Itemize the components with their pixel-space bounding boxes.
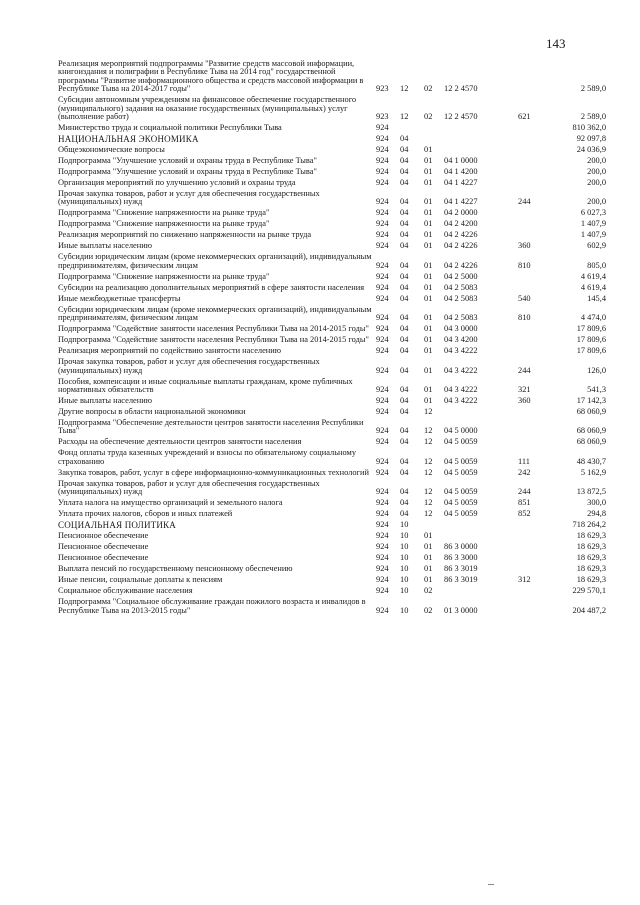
row-target-article: 04 5 0059 [444, 509, 478, 519]
row-subsection-code: 01 [424, 542, 433, 552]
table-row [58, 469, 610, 477]
table-row [58, 576, 610, 584]
row-name: Иные выплаты населению [58, 396, 152, 406]
row-subsection-code: 01 [424, 531, 433, 541]
row-target-article: 04 2 5083 [444, 282, 478, 292]
row-subsection-code: 01 [424, 385, 433, 395]
row-name: Пенсионное обеспечение [58, 542, 149, 552]
row-section-code: 04 [400, 324, 409, 334]
row-name: Подпрограмма "Содействие занятости населения Республики Тыва на 2014-2015 годы" [58, 335, 369, 345]
row-subsection-code: 12 [424, 509, 433, 519]
row-amount: 92 097,8 [576, 134, 606, 144]
row-amount: 300,0 [587, 498, 606, 508]
row-section-code: 04 [400, 509, 409, 519]
row-name: Социальное обслуживание населения [58, 586, 193, 596]
row-section-code: 04 [400, 271, 409, 281]
row-subsection-code: 01 [424, 197, 433, 207]
table-row [58, 273, 610, 281]
row-target-article: 86 3 3019 [444, 575, 478, 585]
table-row [58, 554, 610, 562]
table-row [58, 209, 610, 217]
row-section-code: 04 [400, 396, 409, 406]
table-row [58, 190, 610, 207]
row-grbs-code: 924 [376, 520, 389, 530]
row-expense-type: 852 [518, 509, 531, 519]
table-row [58, 253, 610, 270]
row-name: Подпрограмма "Улучшение условий и охраны труда в Республике Тыва" [58, 167, 317, 177]
row-target-article: 12 2 4570 [444, 112, 478, 122]
row-grbs-code: 924 [376, 178, 389, 188]
row-subsection-code: 01 [424, 230, 433, 240]
row-grbs-code: 924 [376, 167, 389, 177]
row-section-code: 10 [400, 605, 409, 615]
row-section-code: 04 [400, 230, 409, 240]
row-name: Реализация мероприятий по снижению напряженности на рынке труда [58, 230, 312, 240]
row-grbs-code: 924 [376, 531, 389, 541]
row-grbs-code: 923 [376, 112, 389, 122]
row-target-article: 04 2 4226 [444, 241, 478, 251]
row-amount: 602,9 [587, 241, 606, 251]
row-name: Уплата прочих налогов, сборов и иных платежей [58, 509, 233, 519]
row-grbs-code: 924 [376, 365, 389, 375]
row-section-code: 10 [400, 553, 409, 563]
row-expense-type: 540 [518, 293, 531, 303]
row-target-article: 04 1 4200 [444, 167, 478, 177]
row-subsection-code: 01 [424, 313, 433, 323]
row-subsection-code: 01 [424, 271, 433, 281]
table-row [58, 135, 610, 143]
row-amount: 48 430,7 [576, 456, 606, 466]
row-grbs-code: 924 [376, 219, 389, 229]
row-section-code: 04 [400, 260, 409, 270]
row-section-code: 04 [400, 498, 409, 508]
row-amount: 68 060,9 [576, 426, 606, 436]
table-row [58, 220, 610, 228]
row-target-article: 04 5 0059 [444, 498, 478, 508]
row-name: Прочая закупка товаров, работ и услуг для обеспечения государственных (муниципальных) нужд [58, 357, 320, 375]
row-grbs-code: 924 [376, 313, 389, 323]
row-subsection-code: 01 [424, 167, 433, 177]
row-subsection-code: 01 [424, 219, 433, 229]
table-row [58, 284, 610, 292]
row-amount: 200,0 [587, 178, 606, 188]
row-subsection-code: 01 [424, 346, 433, 356]
row-target-article: 04 2 5083 [444, 293, 478, 303]
row-subsection-code: 12 [424, 437, 433, 447]
row-subsection-code: 12 [424, 426, 433, 436]
row-expense-type: 360 [518, 241, 531, 251]
row-amount: 18 629,3 [576, 564, 606, 574]
row-grbs-code: 924 [376, 605, 389, 615]
row-section-code: 04 [400, 456, 409, 466]
row-grbs-code: 924 [376, 197, 389, 207]
row-subsection-code: 01 [424, 282, 433, 292]
row-amount: 17 809,6 [576, 335, 606, 345]
row-amount: 2 589,0 [580, 84, 606, 94]
row-target-article: 86 3 3019 [444, 564, 478, 574]
table-row [58, 60, 610, 94]
row-amount: 13 872,5 [576, 487, 606, 497]
row-section-code: 12 [400, 112, 409, 122]
row-grbs-code: 924 [376, 385, 389, 395]
row-grbs-code: 924 [376, 282, 389, 292]
row-subsection-code: 01 [424, 564, 433, 574]
row-section-code: 04 [400, 156, 409, 166]
row-amount: 17 809,6 [576, 324, 606, 334]
row-section-code: 12 [400, 84, 409, 94]
row-target-article: 12 2 4570 [444, 84, 478, 94]
row-amount: 810 362,0 [572, 123, 606, 133]
row-subsection-code: 01 [424, 553, 433, 563]
row-subsection-code: 01 [424, 324, 433, 334]
row-name: Министерство труда и социальной политики Республики Тыва [58, 123, 282, 133]
row-subsection-code: 01 [424, 241, 433, 251]
row-section-code: 04 [400, 437, 409, 447]
row-subsection-code: 01 [424, 156, 433, 166]
row-amount: 18 629,3 [576, 531, 606, 541]
budget-table [58, 60, 610, 618]
scan-mark [488, 884, 494, 885]
row-name: Субсидии автономным учреждениям на финансовое обеспечение государственного (муниципального) задания на оказание государственных (муниципальных) услуг (выполнение работ) [58, 95, 357, 122]
row-grbs-code: 924 [376, 553, 389, 563]
row-grbs-code: 924 [376, 487, 389, 497]
row-expense-type: 312 [518, 575, 531, 585]
row-subsection-code: 01 [424, 208, 433, 218]
table-row [58, 499, 610, 507]
row-grbs-code: 924 [376, 230, 389, 240]
row-name: Подпрограмма "Снижение напряженности на рынке труда" [58, 219, 270, 229]
row-amount: 805,0 [587, 260, 606, 270]
row-amount: 4 619,4 [580, 271, 606, 281]
row-amount: 1 407,9 [580, 230, 606, 240]
row-section-code: 04 [400, 346, 409, 356]
row-section-code: 10 [400, 586, 409, 596]
row-grbs-code: 924 [376, 346, 389, 356]
row-grbs-code: 924 [376, 293, 389, 303]
row-grbs-code: 924 [376, 241, 389, 251]
row-name: Субсидии юридическим лицам (кроме некоммерческих организаций), индивидуальным предпринимателям, физическим лицам [58, 304, 372, 323]
table-row [58, 378, 610, 395]
row-grbs-code: 924 [376, 542, 389, 552]
row-expense-type: 810 [518, 313, 531, 323]
row-target-article: 04 2 4200 [444, 219, 478, 229]
row-amount: 68 060,9 [576, 407, 606, 417]
row-target-article: 04 1 0000 [444, 156, 478, 166]
table-row [58, 598, 610, 615]
table-row [58, 480, 610, 497]
row-amount: 4 474,0 [580, 313, 606, 323]
row-expense-type: 244 [518, 197, 531, 207]
row-section-code: 04 [400, 145, 409, 155]
row-name: Расходы на обеспечение деятельности центров занятости населения [58, 437, 302, 447]
row-name: Пенсионное обеспечение [58, 553, 149, 563]
row-section-code: 04 [400, 407, 409, 417]
row-expense-type: 810 [518, 260, 531, 270]
row-grbs-code: 924 [376, 467, 389, 477]
row-name: Подпрограмма "Снижение напряженности на рынке труда" [58, 208, 270, 218]
table-row [58, 347, 610, 355]
row-subsection-code: 01 [424, 293, 433, 303]
table-row [58, 397, 610, 405]
row-grbs-code: 924 [376, 437, 389, 447]
table-row [58, 96, 610, 121]
row-amount: 541,3 [587, 385, 606, 395]
row-section-code: 04 [400, 335, 409, 345]
row-subsection-code: 01 [424, 178, 433, 188]
row-grbs-code: 924 [376, 426, 389, 436]
table-row [58, 295, 610, 303]
table-row [58, 325, 610, 333]
row-name: Выплата пенсий по государственному пенсионному обеспечению [58, 564, 293, 574]
row-name: Субсидии юридическим лицам (кроме некоммерческих организаций), индивидуальным предпринимателям, физическим лицам [58, 252, 372, 270]
row-section-code: 10 [400, 520, 409, 530]
row-target-article: 04 1 4227 [444, 197, 478, 207]
row-subsection-code: 01 [424, 575, 433, 585]
row-name: Фонд оплаты труда казенных учреждений и взносы по обязательному социальному страхованию [58, 448, 357, 466]
row-grbs-code: 924 [376, 123, 389, 133]
row-grbs-code: 924 [376, 335, 389, 345]
row-amount: 5 162,9 [580, 467, 606, 477]
row-subsection-code: 12 [424, 456, 433, 466]
table-row [58, 408, 610, 416]
row-subsection-code: 12 [424, 498, 433, 508]
row-section-code: 10 [400, 542, 409, 552]
row-section-code: 04 [400, 197, 409, 207]
row-expense-type: 111 [518, 456, 530, 466]
row-amount: 204 487,2 [572, 605, 606, 615]
table-row [58, 336, 610, 344]
row-section-code: 04 [400, 219, 409, 229]
row-name: Иные межбюджетные трансферты [58, 293, 181, 303]
row-section-code: 04 [400, 282, 409, 292]
row-expense-type: 851 [518, 498, 531, 508]
table-row [58, 306, 610, 323]
row-amount: 18 629,3 [576, 542, 606, 552]
row-section-code: 04 [400, 293, 409, 303]
row-subsection-code: 12 [424, 407, 433, 417]
row-name: Прочая закупка товаров, работ и услуг для обеспечения государственных (муниципальных) нужд [58, 478, 320, 497]
row-subsection-code: 02 [424, 84, 433, 94]
row-section-code: 04 [400, 426, 409, 436]
row-expense-type: 244 [518, 487, 531, 497]
row-name: Подпрограмма "Обеспечение деятельности центров занятости населения Республики Тыва" [58, 418, 364, 436]
row-amount: 229 570,1 [572, 586, 606, 596]
row-name: Иные пенсии, социальные доплаты к пенсиям [58, 575, 223, 585]
row-amount: 24 036,9 [576, 145, 606, 155]
row-section-code: 04 [400, 313, 409, 323]
table-row [58, 449, 610, 466]
row-name: Иные выплаты населению [58, 241, 152, 251]
row-name: Пособия, компенсации и иные социальные выплаты гражданам, кроме публичных нормативных обязательств [58, 376, 353, 395]
table-row [58, 358, 610, 375]
row-name: НАЦИОНАЛЬНАЯ ЭКОНОМИКА [58, 134, 199, 145]
row-section-code: 10 [400, 531, 409, 541]
row-subsection-code: 02 [424, 112, 433, 122]
row-subsection-code: 01 [424, 335, 433, 345]
row-name: Реализация мероприятий подпрограммы "Развитие средств массовой информации, книгоиздания и полиграфии в Республике Тыва на 2014 год" государственной программы "Развитие информационного общества и средств массовой информации в Республике Тыва на 2014-2017 годы" [58, 59, 364, 94]
row-target-article: 04 1 4227 [444, 178, 478, 188]
table-row [58, 587, 610, 595]
row-name: Закупка товаров, работ, услуг в сфере информационно-коммуникационных технологий [58, 467, 369, 477]
row-name: Организация мероприятий по улучшению условий и охраны труда [58, 178, 296, 188]
row-name: Подпрограмма "Снижение напряженности на рынке труда" [58, 271, 270, 281]
row-name: Подпрограмма "Социальное обслуживание граждан пожилого возраста и инвалидов в Республике Тыва на 2013-2015 годы" [58, 597, 366, 615]
row-grbs-code: 924 [376, 509, 389, 519]
row-grbs-code: 924 [376, 156, 389, 166]
row-expense-type: 360 [518, 396, 531, 406]
row-amount: 200,0 [587, 197, 606, 207]
row-amount: 18 629,3 [576, 553, 606, 563]
row-target-article: 04 3 4222 [444, 365, 478, 375]
row-grbs-code: 924 [376, 575, 389, 585]
row-amount: 718 264,2 [572, 520, 606, 530]
row-grbs-code: 924 [376, 271, 389, 281]
row-target-article: 04 3 0000 [444, 324, 478, 334]
row-grbs-code: 924 [376, 260, 389, 270]
row-name: Общеэкономические вопросы [58, 145, 165, 155]
row-target-article: 04 2 5000 [444, 271, 478, 281]
row-section-code: 04 [400, 178, 409, 188]
row-amount: 200,0 [587, 167, 606, 177]
row-expense-type: 244 [518, 365, 531, 375]
row-section-code: 04 [400, 365, 409, 375]
row-target-article: 04 5 0059 [444, 437, 478, 447]
row-target-article: 86 3 3000 [444, 553, 478, 563]
row-name: Реализация мероприятий по содействию занятости населению [58, 346, 282, 356]
row-expense-type: 621 [518, 112, 531, 122]
row-target-article: 04 2 0000 [444, 208, 478, 218]
row-amount: 68 060,9 [576, 437, 606, 447]
row-grbs-code: 924 [376, 456, 389, 466]
row-target-article: 04 2 4226 [444, 230, 478, 240]
row-target-article: 04 3 4222 [444, 385, 478, 395]
row-name: Подпрограмма "Содействие занятости населения Республики Тыва на 2014-2015 годы" [58, 324, 369, 334]
row-subsection-code: 01 [424, 260, 433, 270]
row-target-article: 01 3 0000 [444, 605, 478, 615]
row-target-article: 04 5 0000 [444, 426, 478, 436]
row-subsection-code: 01 [424, 396, 433, 406]
row-section-code: 04 [400, 385, 409, 395]
row-expense-type: 321 [518, 385, 531, 395]
row-grbs-code: 924 [376, 564, 389, 574]
row-target-article: 04 3 4200 [444, 335, 478, 345]
row-section-code: 04 [400, 167, 409, 177]
row-target-article: 86 3 0000 [444, 542, 478, 552]
row-name: Пенсионное обеспечение [58, 531, 149, 541]
row-name: Субсидии на реализацию дополнительных мероприятий в сфере занятости населения [58, 282, 365, 292]
row-target-article: 04 3 4222 [444, 346, 478, 356]
row-subsection-code: 12 [424, 487, 433, 497]
row-grbs-code: 924 [376, 396, 389, 406]
row-section-code: 10 [400, 575, 409, 585]
row-amount: 294,8 [587, 509, 606, 519]
row-grbs-code: 924 [376, 324, 389, 334]
table-row [58, 168, 610, 176]
row-amount: 17 809,6 [576, 346, 606, 356]
row-amount: 1 407,9 [580, 219, 606, 229]
row-amount: 18 629,3 [576, 575, 606, 585]
page-number: 143 [546, 36, 566, 51]
row-target-article: 04 5 0059 [444, 467, 478, 477]
row-name: Прочая закупка товаров, работ и услуг для обеспечения государственных (муниципальных) нужд [58, 189, 320, 207]
row-name: Подпрограмма "Улучшение условий и охраны труда в Республике Тыва" [58, 156, 317, 166]
row-name: СОЦИАЛЬНАЯ ПОЛИТИКА [58, 520, 176, 531]
row-subsection-code: 02 [424, 605, 433, 615]
row-amount: 17 142,3 [576, 396, 606, 406]
row-section-code: 04 [400, 134, 409, 144]
row-section-code: 04 [400, 241, 409, 251]
row-amount: 6 027,3 [580, 208, 606, 218]
row-subsection-code: 01 [424, 365, 433, 375]
row-amount: 145,4 [587, 293, 606, 303]
table-row [58, 146, 610, 154]
row-target-article: 04 5 0059 [444, 456, 478, 466]
row-section-code: 04 [400, 467, 409, 477]
row-grbs-code: 924 [376, 586, 389, 596]
table-row [58, 532, 610, 540]
row-grbs-code: 923 [376, 84, 389, 94]
row-amount: 2 589,0 [580, 112, 606, 122]
table-row [58, 543, 610, 551]
table-row [58, 231, 610, 239]
table-row [58, 438, 610, 446]
row-target-article: 04 2 4226 [444, 260, 478, 270]
table-row [58, 419, 610, 436]
row-grbs-code: 924 [376, 498, 389, 508]
row-section-code: 04 [400, 208, 409, 218]
row-subsection-code: 01 [424, 145, 433, 155]
row-subsection-code: 12 [424, 467, 433, 477]
row-amount: 200,0 [587, 156, 606, 166]
row-target-article: 04 5 0059 [444, 487, 478, 497]
row-grbs-code: 924 [376, 407, 389, 417]
row-grbs-code: 924 [376, 208, 389, 218]
table-row [58, 510, 610, 518]
table-row [58, 124, 610, 132]
row-section-code: 04 [400, 487, 409, 497]
row-amount: 126,0 [587, 365, 606, 375]
row-subsection-code: 02 [424, 586, 433, 596]
row-expense-type: 242 [518, 467, 531, 477]
table-row [58, 565, 610, 573]
row-name: Уплата налога на имущество организаций и земельного налога [58, 498, 283, 508]
row-amount: 4 619,4 [580, 282, 606, 292]
table-row [58, 157, 610, 165]
row-target-article: 04 2 5083 [444, 313, 478, 323]
row-target-article: 04 3 4222 [444, 396, 478, 406]
row-section-code: 10 [400, 564, 409, 574]
table-row [58, 242, 610, 250]
row-name: Другие вопросы в области национальной экономики [58, 407, 246, 417]
row-grbs-code: 924 [376, 145, 389, 155]
table-row [58, 521, 610, 529]
row-grbs-code: 924 [376, 134, 389, 144]
table-row [58, 179, 610, 187]
